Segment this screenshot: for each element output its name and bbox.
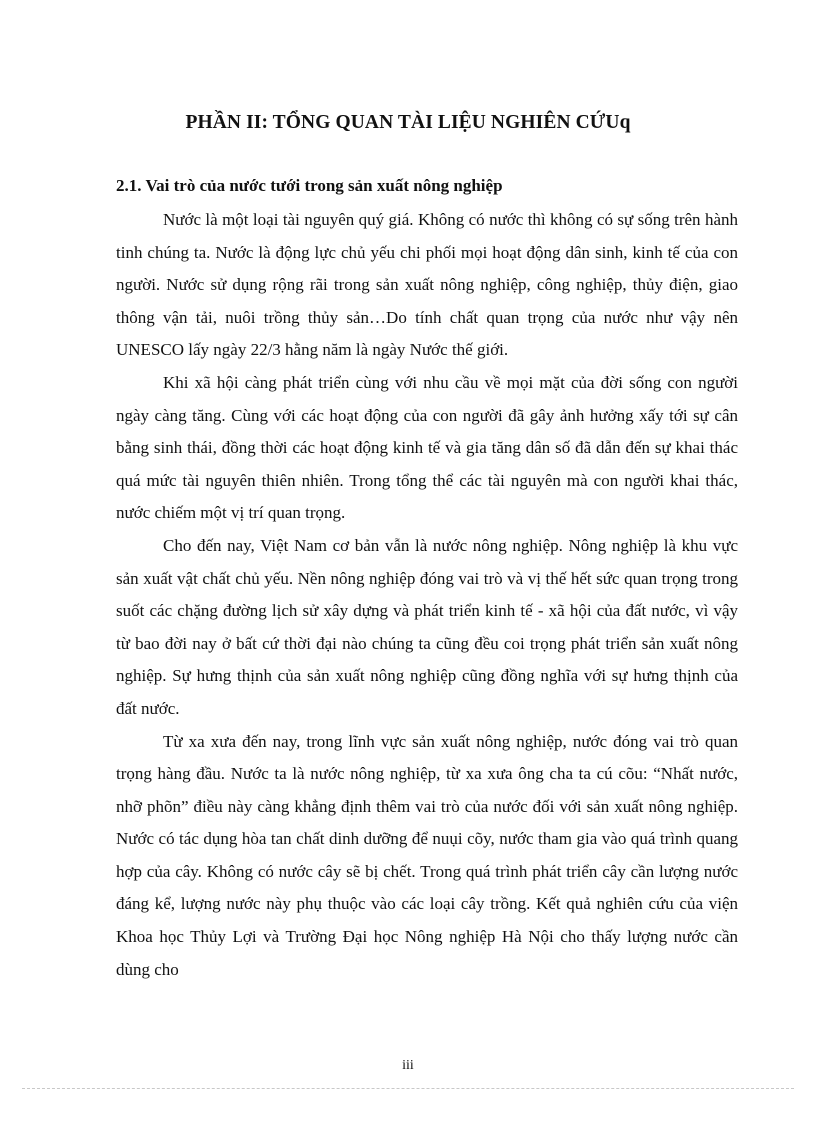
paragraph: Từ xa xưa đến nay, trong lĩnh vực sản xuất nông nghiệp, nước đóng vai trò quan trọng hàng đầu. Nước ta là nước nông nghiệp, từ xa xưa ông cha ta cú cõu: “Nhất nước, nhỡ phõn” điều này càng khẳng định thêm vai trò của nước đối với sản xuất nông nghiệp. Nước có tác dụng hòa tan chất dinh dưỡng để nuụi cõy, nước tham gia vào quá trình quang hợp của cây. Không có nước cây sẽ bị chết. Trong quá trình phát triển cây cần lượng nước đáng kể, lượng nước này phụ thuộc vào các loại cây trồng. Kết quả nghiên cứu của viện Khoa học Thủy Lợi và Trường Đại học Nông nghiệp Hà Nội cho thấy lượng nước cần dùng cho xyxy=(116,731,738,979)
section-heading: 2.1. Vai trò của nước tưới trong sản xuất nông nghiệp xyxy=(116,176,503,195)
paragraph: Cho đến nay, Việt Nam cơ bản vẫn là nước nông nghiệp. Nông nghiệp là khu vực sản xuất vật chất chủ yếu. Nền nông nghiệp đóng vai trò và vị thế hết sức quan trọng trong suốt các chặng đường lịch sử xây dựng và phát triển kinh tế - xã hội của đất nước, vì vậy từ bao đời nay ở bất cứ thời đại nào chúng ta cũng đều coi trọng phát triển sản xuất nông nghiệp. Sự hưng thịnh của sản xuất nông nghiệp cũng đồng nghĩa với sự hưng thịnh của đất nước. xyxy=(116,535,738,718)
page-number: iii xyxy=(402,1058,414,1073)
page-bottom-divider xyxy=(22,1088,794,1089)
body-text xyxy=(116,204,738,986)
chapter-title: PHẦN II: TỔNG QUAN TÀI LIỆU NGHIÊN CỨUq xyxy=(185,112,631,133)
paragraph: Nước là một loại tài nguyên quý giá. Không có nước thì không có sự sống trên hành tinh chúng ta. Nước là động lực chủ yếu chi phối mọi hoạt động dân sinh, kinh tế của con người. Nước sử dụng rộng rãi trong sản xuất nông nghiệp, công nghiệp, thủy điện, giao thông vận tải, nuôi trồng thủy sản…Do tính chất quan trọng của nước như vậy nên UNESCO lấy ngày 22/3 hằng năm là ngày Nước thế giới. xyxy=(116,210,738,360)
paragraph: Khi xã hội càng phát triển cùng với nhu cầu về mọi mặt của đời sống con người ngày càng tăng. Cùng với các hoạt động của con người đã gây ảnh hưởng xấy tới sự cân bằng sinh thái, đồng thời các hoạt động kinh tế và gia tăng dân số đã dẫn đến sự khai thác quá mức tài nguyên thiên nhiên. Trong tổng thể các tài nguyên mà con người khai thác, nước chiếm một vị trí quan trọng. xyxy=(116,372,738,523)
